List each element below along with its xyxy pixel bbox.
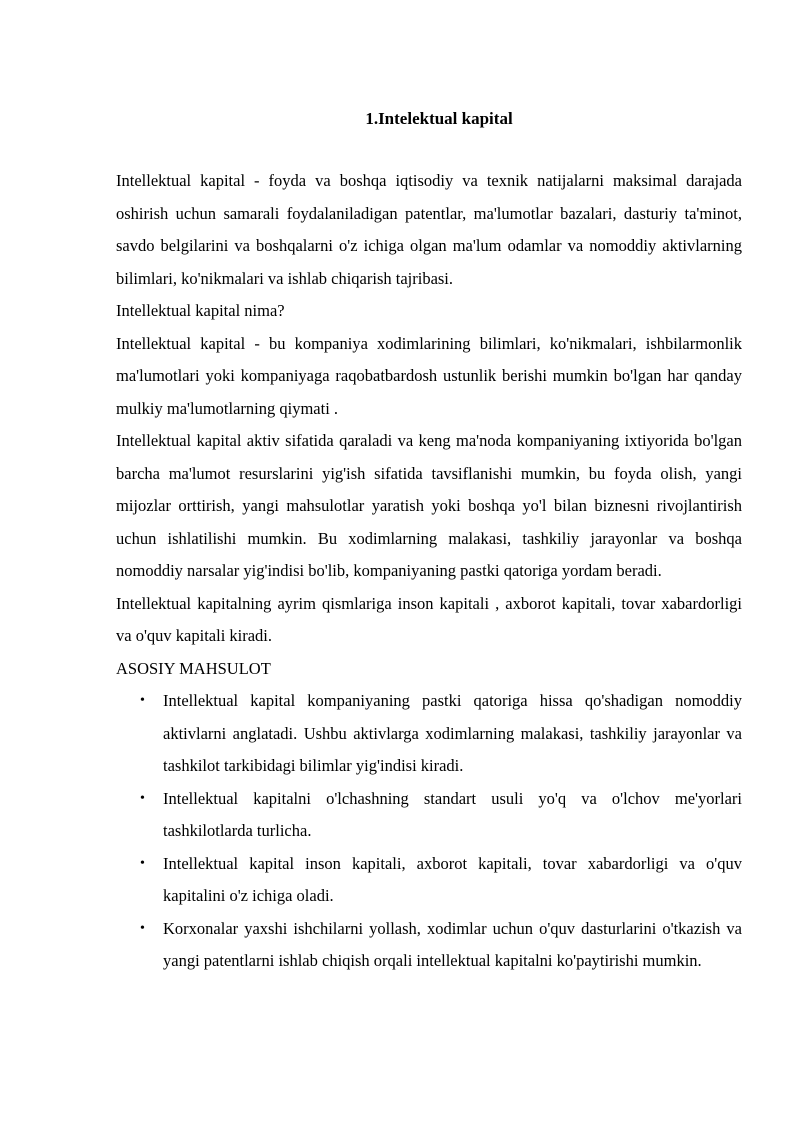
list-item-text: Korxonalar yaxshi ishchilarni yollash, xodimlar uchun o'quv dasturlarini o'tkazish va yangi patentlarni ishlab chiqish orqali intellektual kapitalni ko'paytirishi mumkin. [163,918,742,970]
paragraph-components: Intellektual kapitalning ayrim qismlariga inson kapitali , axborot kapitali, tovar xabardorligi va o'quv kapitali kiradi. [116,593,742,645]
list-item [116,848,742,913]
paragraph-explanation: Intellektual kapital - bu kompaniya xodimlarining bilimlari, ko'nikmalari, ishbilarmonlik ma'lumotlari yoki kompaniyaga raqobatbardosh ustunlik berishi mumkin bo'lgan har qanday mulkiy ma'lumotlarning qiymati . [116,333,742,418]
title-spacer [116,131,742,165]
paragraph-asset-description: Intellektual kapital aktiv sifatida qaraladi va keng ma'noda kompaniyaning ixtiyorida bo'lgan barcha ma'lumot resurslarini yig'ish sifatida tavsiflanishi mumkin, bu foyda olish, yangi mijozlar orttirish, yangi mahsulotlar yaratish yoki boshqa yo'l bilan biznesni rivojlantirish uchun ishlatilishi mumkin. Bu xodimlarning malakasi, tashkiliy jarayonlar va boshqa nomoddiy narsalar yig'indisi bo'lib, kompaniyaning pastki qatoriga yordam beradi. [116,431,742,580]
bullet-icon: • [140,920,145,936]
paragraph-definition: Intellektual kapital - foyda va boshqa iqtisodiy va texnik natijalarni maksimal darajada oshirish uchun samarali foydalaniladigan patentlar, ma'lumotlar bazalari, dasturiy ta'minot, savdo belgilarini va boshqalarni o'z ichiga olgan ma'lum odamlar va nomoddiy aktivlarning bilimlari, ko'nikmalari va ishlab chiqarish tajribasi. [116,171,742,288]
page-title: 1.Intelektual kapital [365,109,513,128]
bullet-icon: • [140,855,145,871]
bullet-icon: • [140,790,145,806]
list-item-text: Intellektual kapital inson kapitali, axborot kapitali, tovar xabardorligi va o'quv kapitalini o'z ichiga oladi. [163,853,742,905]
section-heading-key-takeaways: ASOSIY MAHSULOT [116,658,271,678]
bullet-icon: • [140,693,145,708]
list-item-text: Intellektual kapital kompaniyaning pastki qatoriga hissa qo'shadigan nomoddiy aktivlarni anglatadi. Ushbu aktivlarga xodimlarning malakasi, tashkiliy jarayonlar va tashkilot tarkibidagi bilimlar yig'indisi kiradi. [163,691,742,775]
list-item-text: Intellektual kapitalni o'lchashning standart usuli yo'q va o'lchov me'yorlari tashkilotlarda turlicha. [163,788,742,840]
list-item [116,913,742,978]
document-body [116,107,742,978]
key-takeaways-list [116,685,742,978]
list-item [116,783,742,848]
list-item [116,685,742,783]
paragraph-question: Intellektual kapital nima? [116,301,285,320]
